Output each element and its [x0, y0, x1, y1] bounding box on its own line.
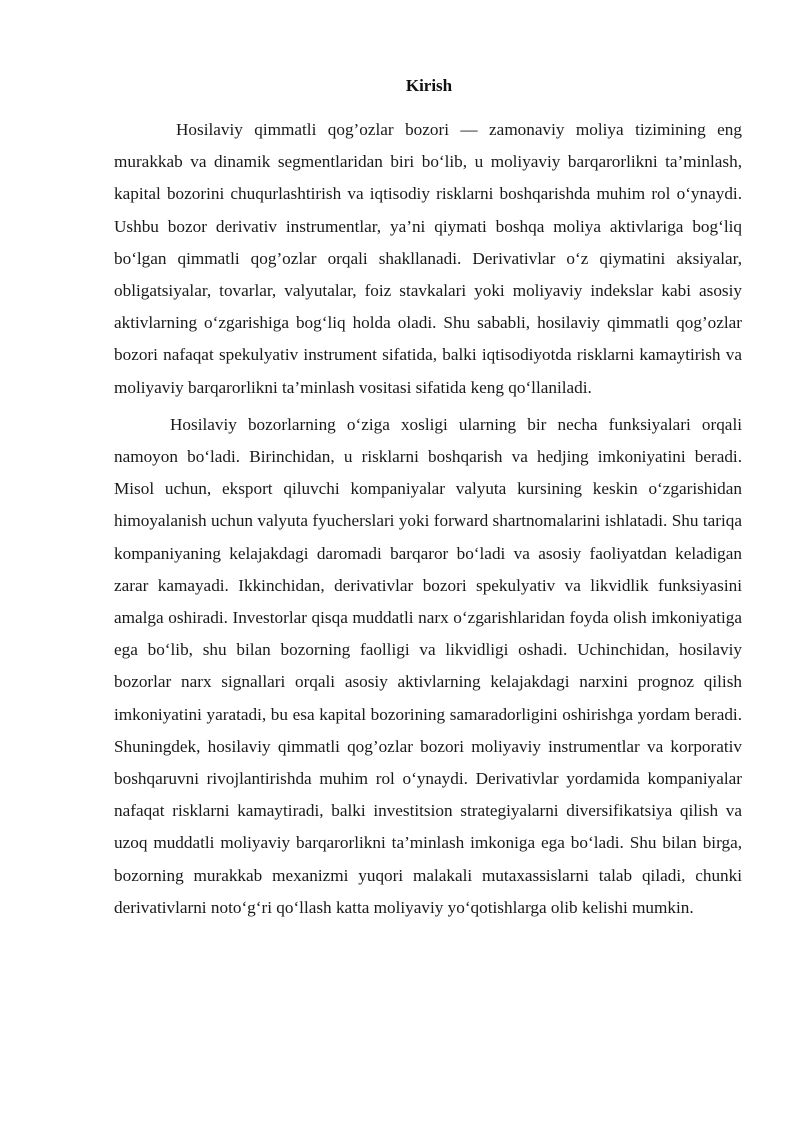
paragraph-functions: Hosilaviy bozorlarning o‘ziga xosligi ularning bir necha funksiyalari orqali namoyon bo‘ladi. Birinchidan, u risklarni boshqarish va hedjing imkoniyatini beradi. Misol uchun, eksport qiluvchi kompaniyalar valyuta kursining keskin o‘zgarishidan himoyalanish uchun valyuta fyucherslari yoki forward shartnomalarini ishlatadi. Shu tariqa kompaniyaning kelajakdagi daromadi barqaror bo‘ladi va asosiy faoliyatdan keladigan zarar kamayadi. Ikkinchidan, derivativlar bozori spekulyativ va likvidlik funksiyasini amalga oshiradi. Investorlar qisqa muddatli narx o‘zgarishlaridan foyda olish imkoniyatiga ega bo‘lib, shu bilan bozorning faolligi va likvidligi oshadi. Uchinchidan, hosilaviy bozorlar narx signallari orqali asosiy aktivlarning kelajakdagi narxini prognoz qilish imkoniyatini yaratadi, bu esa kapital bozorining samaradorligini oshirishga yordam beradi. Shuningdek, hosilaviy qimmatli qog’ozlar bozori moliyaviy instrumentlar va korporativ boshqaruvni rivojlantirishda muhim rol o‘ynaydi. Derivativlar yordamida kompaniyalar nafaqat risklarni kamaytiradi, balki investitsion strategiyalarni diversifikatsiya qilish va uzoq muddatli moliyaviy barqarorlikni ta’minlash imkoniga ega bo‘ladi. Shu bilan birga, bozorning murakkab mexanizmi yuqori malakali mutaxassislarni talab qiladi, chunki derivativlarni noto‘g‘ri qo‘llash katta moliyaviy yo‘qotishlarga olib kelishi mumkin.	[114, 414, 742, 917]
body-text	[114, 114, 742, 924]
paragraph-intro: Hosilaviy qimmatli qog’ozlar bozori — zamonaviy moliya tizimining eng murakkab va dinamik segmentlaridan biri bo‘lib, u moliyaviy barqarorlikni ta’minlash, kapital bozorini chuqurlashtirish va iqtisodiy risklarni boshqarishda muhim rol o‘ynaydi. Ushbu bozor derivativ instrumentlar, ya’ni qiymati boshqa moliya aktivlariga bog‘liq bo‘lgan qimmatli qog’ozlar orqali shakllanadi. Derivativlar o‘z qiymatini aksiyalar, obligatsiyalar, tovarlar, valyutalar, foiz stavkalari yoki moliyaviy indekslar kabi asosiy aktivlarning o‘zgarishiga bog‘liq holda oladi. Shu sababli, hosilaviy qimmatli qog’ozlar bozori nafaqat spekulyativ instrument sifatida, balki iqtisodiyotda risklarni kamaytirish va moliyaviy barqarorlikni ta’minlash vositasi sifatida keng qo‘llaniladi.	[114, 120, 742, 397]
page-title: Kirish	[405, 76, 453, 95]
